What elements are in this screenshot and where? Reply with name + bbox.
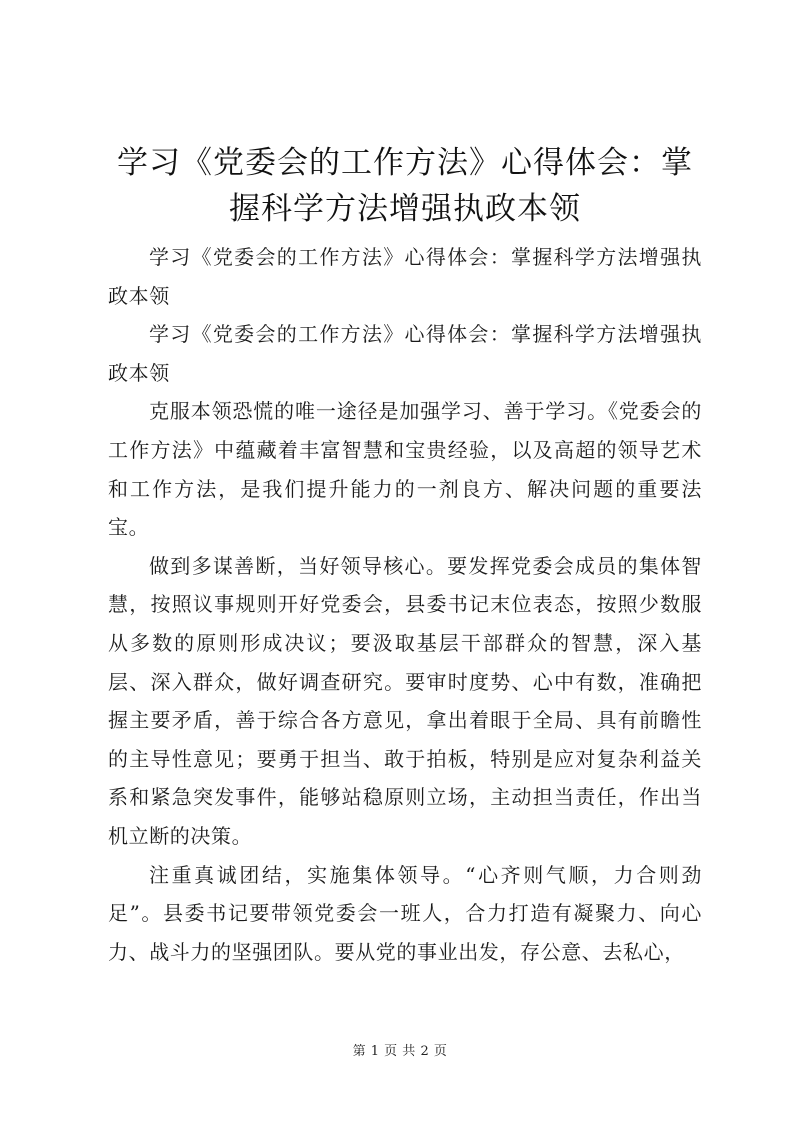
page-footer: 第 1 页 共 2 页 bbox=[352, 1044, 448, 1059]
paragraph-1: 学习《党委会的工作方法》心得体会：掌握科学方法增强执政本领 bbox=[108, 245, 702, 308]
document-page bbox=[108, 140, 702, 971]
paragraph-3: 克服本领恐慌的唯一途径是加强学习、善于学习。《党委会的工作方法》中蕴藏着丰富智慧和宝贵经验，以及高超的领导艺术和工作方法，是我们提升能力的一剂良方、解决问题的重要法宝。 bbox=[108, 399, 702, 540]
paragraph-4: 做到多谋善断，当好领导核心。要发挥党委会成员的集体智慧，按照议事规则开好党委会，县委书记末位表态，按照少数服从多数的原则形成决议；要汲取基层干部群众的智慧，深入基层、深入群众，做好调查研究。要审时度势、心中有数，准确把握主要矛盾，善于综合各方意见，拿出着眼于全局、具有前瞻性的主导性意见；要勇于担当、敢于拍板，特别是应对复杂利益关系和紧急突发事件，能够站稳原则立场，主动担当责任，作出当机立断的决策。 bbox=[108, 553, 702, 848]
paragraph-5: 注重真诚团结，实施集体领导。“心齐则气顺，力合则劲足”。县委书记要带领党委会一班人，合力打造有凝聚力、向心力、战斗力的坚强团队。要从党的事业出发，存公意、去私心， bbox=[108, 862, 702, 964]
document-title: 学习《党委会的工作方法》心得体会：掌握科学方法增强执政本领 bbox=[117, 145, 693, 227]
paragraph-2: 学习《党委会的工作方法》心得体会：掌握科学方法增强执政本领 bbox=[108, 322, 702, 385]
